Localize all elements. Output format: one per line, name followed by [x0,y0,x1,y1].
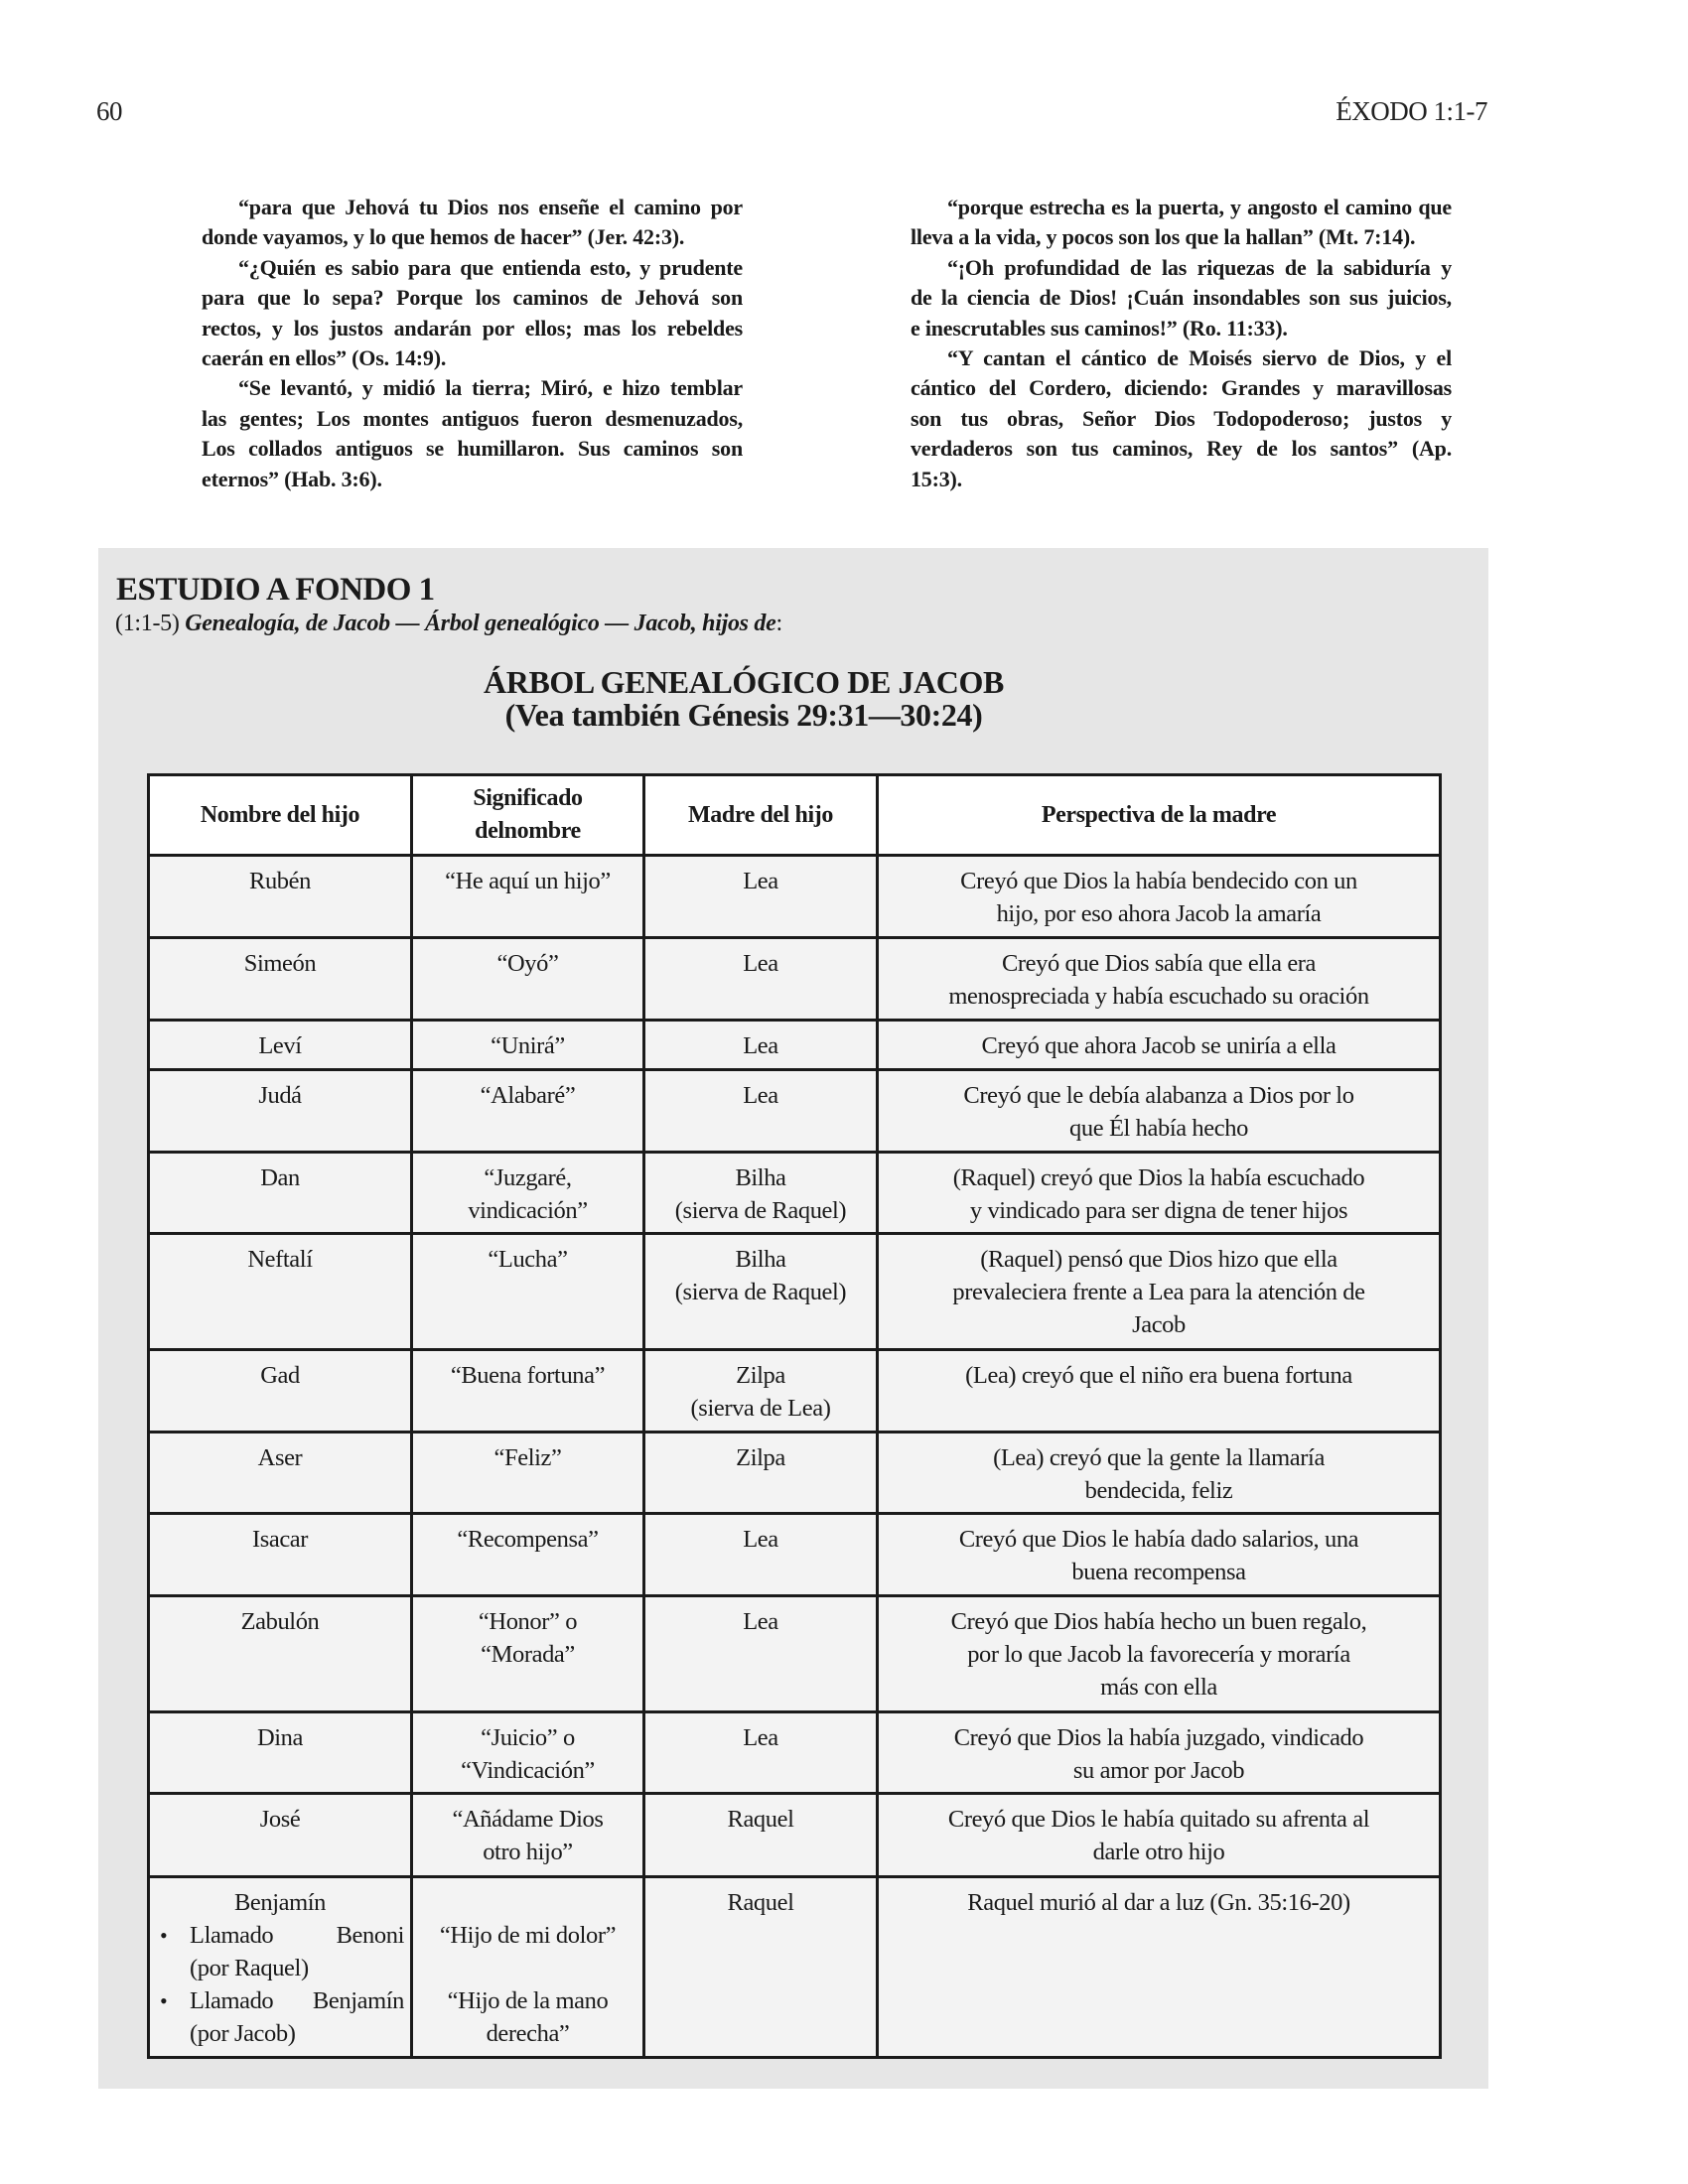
cell-text: Lea [743,1082,778,1109]
cell-text: Aser [257,1444,303,1471]
quote-line: 15:3). [911,466,962,491]
child-name-cell [149,1433,412,1514]
quote-paragraph [165,373,743,494]
mother-cell [644,938,878,1021]
quote-line: “Se levantó, y midió la tierra; Miró, e hizo temblar [238,375,743,401]
cell-text: “He aquí un hijo” [445,868,611,894]
header-mother-perspective [878,775,1441,856]
mother-cell [644,1596,878,1712]
alias-line: • Llamado Benoni [190,1922,404,1949]
quote-paragraph [165,193,743,253]
cell-text: hijo, por eso ahora Jacob la amaría [996,900,1322,927]
table-row [149,938,1441,1021]
table-row [149,1153,1441,1234]
child-name-cell [149,1021,412,1070]
name-meaning-cell [412,1433,644,1514]
cell-text: Creyó que Dios le había dado salarios, una [958,1526,1359,1553]
perspective-cell [878,1153,1441,1234]
quote-line: para que lo sepa? Porque los caminos de Jehová son [202,285,743,311]
perspective-cell [878,1433,1441,1514]
child-name-cell [149,856,412,938]
quote-line: caerán en ellos” (Os. 14:9). [202,345,447,371]
mother-cell [644,1234,878,1350]
cell-text: Creyó que le debía alabanza a Dios por lo [963,1082,1354,1109]
right-column-quotes [874,193,1452,494]
cell-text: Creyó que Dios sabía que ella era [1001,950,1317,977]
mother-cell [644,1433,878,1514]
name-meaning-cell [412,1712,644,1794]
cell-text: Leví [258,1032,302,1059]
name-meaning-cell [412,1234,644,1350]
header-line: nombre [503,818,581,844]
cell-text: y vindicado para ser digna de tener hijos [969,1197,1348,1224]
cell-text: darle otro hijo [1092,1839,1225,1865]
child-name-cell [149,1712,412,1794]
cell-text: Creyó que ahora Jacob se uniría a ella [981,1032,1336,1059]
header-child-name [149,775,412,856]
quote-line: “Y cantan el cántico de Moisés siervo de Dios, y el [947,345,1452,371]
cell-text: Creyó que Dios la había bendecido con un [960,868,1357,894]
cell-text: que Él había hecho [1069,1115,1248,1142]
study-subtitle [115,609,782,638]
name-meaning-cell [412,1596,644,1712]
quote-line: “para que Jehová tu Dios nos enseñe el camino por [238,195,743,219]
cell-text: “Alabaré” [480,1082,576,1109]
tree-subtitle: (Vea también Génesis 29:31—30:24) [504,697,983,733]
spacer [419,1886,636,1919]
perspective-cell [878,1070,1441,1153]
mother-cell [644,1712,878,1794]
quote-line: de la ciencia de Dios! ¡Cuán insondables son sus juicios, [911,285,1452,311]
left-column-quotes [165,193,743,494]
cell-text: Zilpa [736,1444,785,1471]
table-row [149,856,1441,938]
cell-text: Dina [256,1724,304,1751]
cell-text: “Recompensa” [457,1526,599,1553]
page-number: 60 [96,96,122,126]
cell-text: buena recompensa [1071,1559,1246,1585]
name-meaning-cell [412,1153,644,1234]
cell-text: “Unirá” [491,1032,565,1059]
name-meaning-cell [412,1877,644,2058]
cell-text: “Añádame Dios [452,1806,604,1833]
cell-text: Lea [743,1032,778,1059]
cell-text: Neftalí [247,1246,313,1273]
child-name-cell [149,938,412,1021]
cell-text: Jacob [1132,1311,1186,1338]
cell-text: Creyó que Dios la había juzgado, vindicado [953,1724,1364,1751]
table-row [149,1350,1441,1433]
quote-line: verdaderos son tus caminos, Rey de los santos” (Ap. [911,436,1452,462]
quote-paragraph [874,193,1452,253]
table-header-row [149,775,1441,856]
cell-text: Lea [743,868,778,894]
cell-text: otro hijo” [483,1839,573,1865]
cell-text: “Honor” o [478,1608,578,1635]
perspective-cell [878,1712,1441,1794]
cell-text: Zilpa [736,1362,785,1389]
alias-item [156,1919,404,1984]
cell-text: bendecida, feliz [1084,1477,1233,1504]
cell-text: Raquel murió al dar a luz (Gn. 35:16-20) [967,1889,1350,1916]
cell-text: (Raquel) pensó que Dios hizo que ella [980,1246,1337,1273]
alias-line: • Llamado Benjamín [190,1987,404,2014]
cell-text: Raquel [727,1806,794,1833]
child-name: Benjamín [233,1889,327,1916]
cell-text: Lea [743,950,778,977]
cell-text: Judá [258,1082,302,1109]
header-line: Madre del hijo [688,801,833,828]
cell-text: (sierva de Raquel) [674,1197,847,1224]
cell-text: José [259,1806,301,1833]
cell-text: “Vindicación” [461,1757,595,1784]
study-topics-end: : [775,611,782,636]
name-meaning-cell [412,1021,644,1070]
cell-text: Dan [260,1164,300,1191]
table-row [149,1070,1441,1153]
tree-heading [98,666,1389,732]
cell-text: “Hijo de mi dolor” [439,1922,617,1949]
quote-line: donde vayamos, y lo que hemos de hacer” (Jer. 42:3). [202,224,685,250]
cell-text: Bilha [735,1246,786,1273]
cell-text: “Oyó” [496,950,559,977]
cell-text: Raquel [727,1889,794,1916]
cell-text: “Juzgaré, [484,1164,572,1191]
cell-text: Isacar [251,1526,309,1553]
quote-line: “porque estrecha es la puerta, y angosto el camino que [947,195,1452,219]
quote-line: Los collados antiguos se humillaron. Sus caminos son [202,436,743,462]
cell-text: más con ella [1100,1674,1217,1701]
quote-line: e inescrutables sus caminos!” (Ro. 11:33). [911,315,1288,341]
child-name-cell [149,1153,412,1234]
header-mother [644,775,878,856]
cell-text: vindicación” [468,1197,588,1224]
cell-text: Gad [260,1362,300,1389]
study-box [98,548,1488,2089]
cell-text: Creyó que Dios había hecho un buen regalo, [950,1608,1367,1635]
quote-line: rectos, y los justos andarán por ellos; mas los rebeldes [202,315,743,341]
perspective-cell [878,1021,1441,1070]
child-name-cell [149,1596,412,1712]
table-row [149,1712,1441,1794]
cell-text: su amor por Jacob [1072,1757,1245,1784]
cell-text: “Morada” [481,1641,575,1668]
cell-text: (sierva de Lea) [690,1395,831,1422]
cell-text: por lo que Jacob la favorecería y moraría [967,1641,1350,1668]
mother-cell [644,1350,878,1433]
mother-cell [644,1794,878,1877]
quote-line: “¡Oh profundidad de las riquezas de la sabiduría y [947,254,1452,280]
cell-text: (Raquel) creyó que Dios la había escuchado [952,1164,1365,1191]
name-meaning-cell [412,856,644,938]
child-name-cell [149,1877,412,2058]
study-title: ESTUDIO A FONDO 1 [116,572,435,608]
perspective-cell [878,1596,1441,1712]
alias-item [156,1984,404,2050]
cell-text: “Lucha” [488,1246,568,1273]
perspective-cell [878,1794,1441,1877]
cell-text: (Lea) creyó que la gente la llamaría [993,1444,1325,1471]
mother-cell [644,1021,878,1070]
child-name-cell [149,1794,412,1877]
header-line: Significado del [473,785,583,844]
perspective-cell [878,1350,1441,1433]
table-row [149,1021,1441,1070]
mother-cell [644,1514,878,1596]
name-meaning-cell [412,938,644,1021]
cell-text: Creyó que Dios le había quitado su afrenta al [947,1806,1370,1833]
table-row [149,1794,1441,1877]
table-row [149,1514,1441,1596]
perspective-cell [878,1514,1441,1596]
spacer [419,1952,636,1984]
quote-line: las gentes; Los montes antiguos fueron desmenuzados, [202,405,743,431]
cell-text: Bilha [735,1164,786,1191]
section-reference: ÉXODO 1:1-7 [1336,96,1487,126]
name-meaning-cell [412,1070,644,1153]
quote-paragraph [874,343,1452,494]
perspective-cell [878,938,1441,1021]
cell-text: Lea [743,1724,778,1751]
table-row [149,1433,1441,1514]
study-verse-ref: (1:1-5) [115,611,186,636]
name-meaning-cell [412,1514,644,1596]
quote-paragraph [165,253,743,374]
table-row [149,1596,1441,1712]
cell-text: menospreciada y había escuchado su oración [948,983,1369,1010]
cell-text: “Feliz” [493,1444,562,1471]
cell-text: Zabulón [240,1608,320,1635]
child-name-cell [149,1234,412,1350]
study-topics: Genealogía, de Jacob — Árbol genealógico — Jacob, hijos de [185,611,776,636]
alias-line: (por Jacob) [190,2020,296,2047]
alias-line: (por Raquel) [190,1955,309,1981]
table-row-benjamin [149,1877,1441,2058]
quote-line: lleva a la vida, y pocos son los que la hallan” (Mt. 7:14). [911,224,1416,250]
header-line: Nombre del hijo [200,801,360,828]
header-line: Perspectiva de la madre [1041,801,1277,828]
perspective-cell [878,1877,1441,2058]
quote-line: “¿Quién es sabio para que entienda esto, y prudente [238,254,743,280]
perspective-cell [878,856,1441,938]
perspective-cell [878,1234,1441,1350]
cell-text: (Lea) creyó que el niño era buena fortuna [965,1362,1352,1389]
mother-cell [644,1877,878,2058]
child-name-cell [149,1350,412,1433]
cell-text: Lea [743,1608,778,1635]
name-meaning-cell [412,1794,644,1877]
table-row [149,1234,1441,1350]
quote-paragraph [874,253,1452,343]
mother-cell [644,856,878,938]
header-name-meaning [412,775,644,856]
cell-text: Lea [743,1526,778,1553]
child-name-cell [149,1514,412,1596]
cell-text: “Buena fortuna” [450,1362,606,1389]
cell-text: prevaleciera frente a Lea para la atención de [952,1279,1365,1305]
tree-title: ÁRBOL GENEALÓGICO DE JACOB [484,664,1004,700]
mother-cell [644,1070,878,1153]
child-name-cell [149,1070,412,1153]
cell-text: Rubén [249,868,311,894]
cell-text: (sierva de Raquel) [674,1279,847,1305]
quote-line: son tus obras, Señor Dios Todopoderoso; justos y [911,405,1452,431]
mother-cell [644,1153,878,1234]
cell-text: derecha” [486,2020,570,2047]
quote-line: eternos” (Hab. 3:6). [202,466,382,491]
alias-list [156,1919,404,2050]
cell-text: “Hijo de la mano [447,1987,609,2014]
cell-text: Simeón [243,950,317,977]
name-meaning-cell [412,1350,644,1433]
genealogy-table [147,773,1442,2059]
cell-text: “Juicio” o [481,1724,575,1751]
quote-line: cántico del Cordero, diciendo: Grandes y maravillosas [911,375,1452,401]
